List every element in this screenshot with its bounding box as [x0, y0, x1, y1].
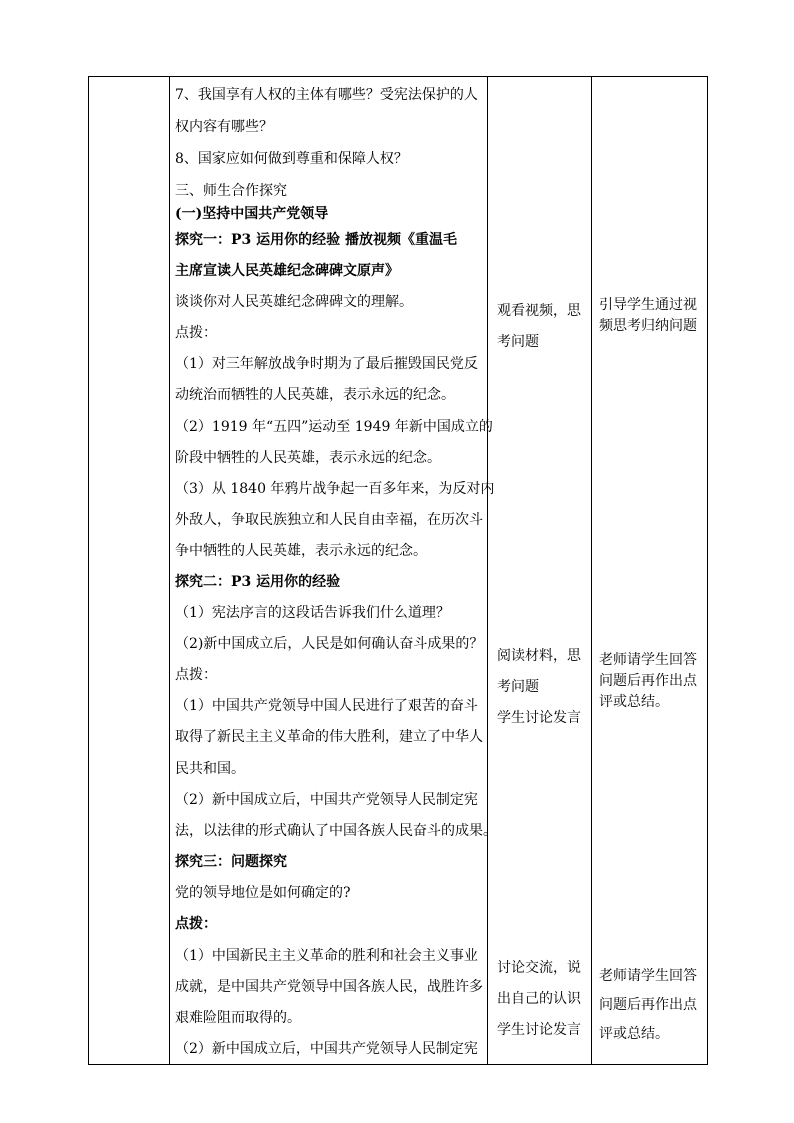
content-line: （2)新中国成立后，人民是如何确认奋斗成果的？: [175, 636, 484, 652]
content-line: （2）新中国成立后，中国共产党领导人民制定宪: [175, 792, 478, 808]
teacher-note-line: 引导学生通过视: [599, 297, 697, 313]
teacher-note-line: 老师请学生回答: [599, 968, 697, 984]
column-divider: [169, 77, 170, 1064]
content-line: 点拨：: [175, 916, 217, 932]
content-line: （1）宪法序言的这段话告诉我们什么道理？: [175, 605, 450, 621]
inquiry-heading: 探究一：P3 运用你的经验 播放视频《重温毛: [175, 232, 458, 248]
content-line: 权内容有哪些？: [175, 119, 273, 135]
content-line: （2）新中国成立后，中国共产党领导人民制定宪: [175, 1041, 478, 1057]
student-activity-line: 阅读材料，思: [497, 648, 581, 664]
content-line: 争中牺牲的人民英雄，表示永远的纪念。: [175, 543, 427, 559]
content-line: （2）1919 年“五四”运动至 1949 年新中国成立的: [175, 419, 493, 435]
teacher-note-line: 评或总结。: [599, 1026, 669, 1042]
content-line: 7、我国享有人权的主体有哪些？受宪法保护的人: [175, 87, 478, 103]
teacher-note-line: 频思考归纳问题: [599, 318, 697, 334]
content-line: （1）中国新民主主义革命的胜利和社会主义事业: [175, 948, 478, 964]
student-activity-line: 考问题: [497, 679, 539, 695]
student-activity-line: 观看视频，思: [497, 303, 581, 319]
content-line: 8、国家应如何做到尊重和保障人权？: [175, 151, 408, 167]
column-divider: [487, 77, 488, 1064]
content-line: 点拨：: [175, 667, 217, 683]
lesson-plan-table: [88, 76, 708, 1065]
content-line: 成就，是中国共产党领导中国各族人民，战胜许多: [175, 979, 483, 995]
content-line: （1）中国共产党领导中国人民进行了艰苦的奋斗: [175, 698, 478, 714]
content-line: 党的领导地位是如何确定的?: [175, 885, 351, 901]
content-line: 动统治而牺牲的人民英雄，表示永远的纪念。: [175, 387, 455, 403]
column-divider: [591, 77, 592, 1064]
content-line: 谈谈你对人民英雄纪念碑碑文的理解。: [175, 294, 413, 310]
section-heading: 三、师生合作探究: [175, 183, 287, 199]
content-line: 法，以法律的形式确认了中国各族人民奋斗的成果。: [175, 823, 497, 839]
content-line: （3）从 1840 年鸦片战争起一百多年来，为反对内: [175, 481, 495, 497]
content-line: 外敌人，争取民族独立和人民自由幸福，在历次斗: [175, 512, 483, 528]
content-line: 点拨：: [175, 325, 217, 341]
subsection-heading: (一)坚持中国共产党领导: [175, 206, 329, 222]
content-line: （1）对三年解放战争时期为了最后摧毁国民党反: [175, 356, 478, 372]
content-line: 阶段中牺牲的人民英雄，表示永远的纪念。: [175, 450, 441, 466]
student-activity-line: 考问题: [497, 334, 539, 350]
inquiry-heading: 探究二：P3 运用你的经验: [175, 574, 341, 590]
teacher-note-line: 评或总结。: [599, 694, 669, 710]
student-activity-line: 学生讨论发言: [497, 1022, 581, 1038]
content-line: 艰难险阻而取得的。: [175, 1010, 301, 1026]
teacher-note-line: 问题后再作出点: [599, 997, 697, 1013]
inquiry-heading: 探究三：问题探究: [175, 854, 287, 870]
student-activity-line: 学生讨论发言: [497, 710, 581, 726]
student-activity-line: 讨论交流，说: [497, 960, 581, 976]
content-line: 民共和国。: [175, 761, 245, 777]
content-line: 取得了新民主主义革命的伟大胜利，建立了中华人: [175, 729, 483, 745]
teacher-note-line: 问题后再作出点: [599, 673, 697, 689]
teacher-note-line: 老师请学生回答: [599, 652, 697, 668]
inquiry-heading: 主席宣读人民英雄纪念碑碑文原声》: [175, 263, 399, 279]
student-activity-line: 出自己的认识: [497, 991, 581, 1007]
